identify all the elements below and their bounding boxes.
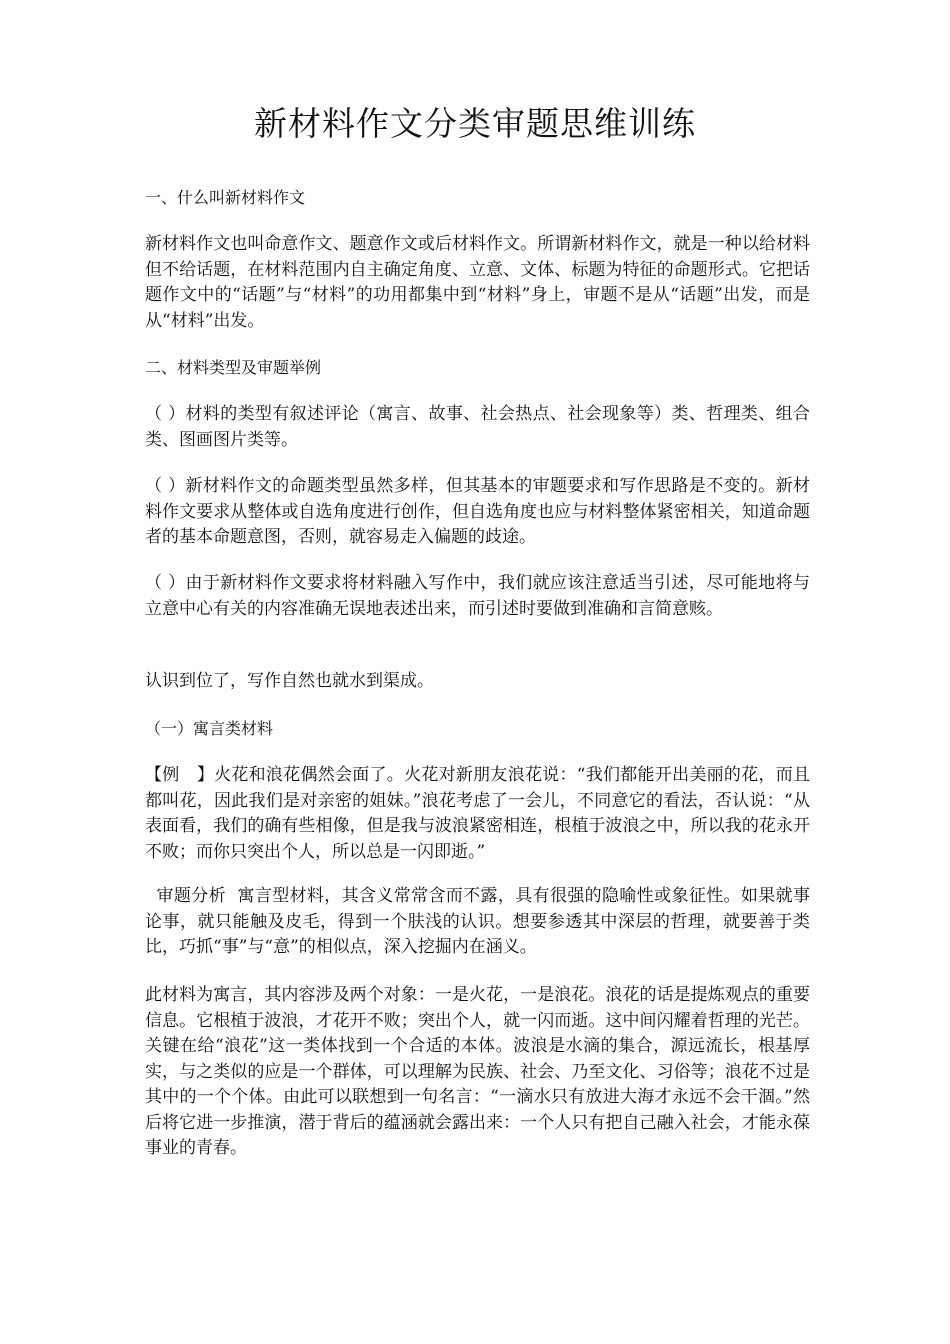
paragraph-requirements: （ ）新材料作文的命题类型虽然多样，但其基本的审题要求和写作思路是不变的。新材料作文要求从整体或自选角度进行创作，但自选角度也应与材料整体紧密相关，知道命题者的基本命题意图，否则，就容易走入偏题的歧途。 xyxy=(145,476,810,547)
section-heading-types: 二、材料类型及审题举例 xyxy=(145,358,322,377)
section-heading-what-is: 一、什么叫新材料作文 xyxy=(145,188,306,207)
paragraph-citation: （ ）由于新材料作文要求将材料融入写作中，我们就应该注意适当引述，尽可能地将与立意中心有关的内容准确无误地表述出来，而引述时要做到准确和言简意赅。 xyxy=(145,573,810,619)
paragraph-definition: 新材料作文也叫命意作文、题意作文或后材料作文。所谓新材料作文，就是一种以给材料但不给话题，在材料范围内自主确定角度、立意、文体、标题为特征的命题形式。它把话题作文中的“话题”与“材料”的功用都集中到“材料”身上，审题不是从“话题”出发，而是从“材料”出发。 xyxy=(145,234,810,331)
document-title: 新材料作文分类审题思维训练 xyxy=(254,104,696,143)
paragraph-conclusion: 认识到位了，写作自然也就水到渠成。 xyxy=(145,671,434,691)
paragraph-discussion: 此材料为寓言，其内容涉及两个对象：一是火花，一是浪花。浪花的话是提炼观点的重要信息。它根植于波浪，才花开不败；突出个人，就一闪而逝。这中间闪耀着哲理的光芒。关键在给“浪花”这一类体找到一个合适的本体。波浪是水滴的集合，源远流长，根基厚实，与之类似的应是一个群体，可以理解为民族、社会、乃至文化、习俗等；浪花不过是其中的一个个体。由此可以联想到一句名言：“一滴水只有放进大海才永远不会干涸。”然后将它进一步推演，潜于背后的蕴涵就会露出来：一个人只有把自己融入社会，才能永葆事业的青春。 xyxy=(145,985,810,1158)
paragraph-material-types: （ ）材料的类型有叙述评论（寓言、故事、社会热点、社会现象等）类、哲理类、组合类、图画图片类等。 xyxy=(145,404,810,450)
paragraph-analysis: 审题分析 寓言型材料，其含义常常含而不露，具有很强的隐喻性或象征性。如果就事论事，就只能触及皮毛，得到一个肤浅的认识。想要参透其中深层的哲理，就要善于类比，巧抓“事”与“意”的相似点，深入挖掘内在涵义。 xyxy=(145,886,810,957)
paragraph-example: 【例 】火花和浪花偶然会面了。火花对新朋友浪花说：“我们都能开出美丽的花，而且都叫花，因此我们是对亲密的姐妹。”浪花考虑了一会儿，不同意它的看法，否认说：“从表面看，我们的确有些相像，但是我与波浪紧密相连，根植于波浪之中，所以我的花永开不败；而你只突出个人，所以总是一闪即逝。” xyxy=(145,765,810,862)
subsection-heading-fable: （一）寓言类材料 xyxy=(145,719,274,738)
